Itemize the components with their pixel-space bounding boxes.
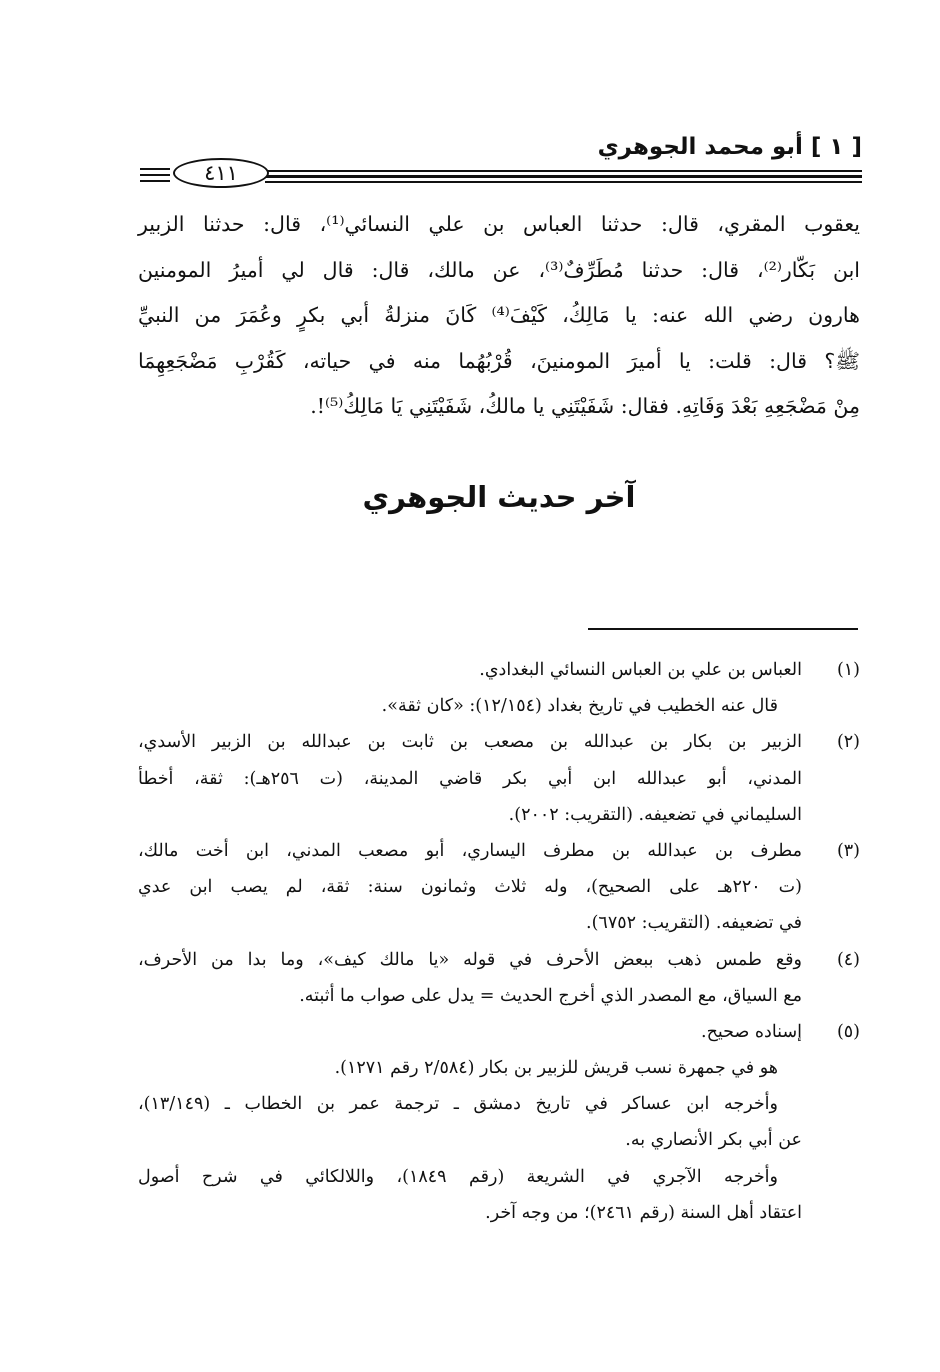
- footnote-line: العباس بن علي بن العباس النسائي البغدادي.: [479, 660, 802, 680]
- text-line: هارون رضي الله عنه: يا مَالِكُ، كَيْفَ⁽⁴⁾ كَانَ منزلةُ أبي بكرٍ وعُمَرَ من النبيِّ: [138, 303, 860, 327]
- footnote-line: إسناده صحيح.: [701, 1021, 802, 1042]
- ornament-dash: [140, 174, 170, 176]
- footnote-line: في تضعيفه. (التقريب: ٦٧٥٢).: [586, 913, 802, 934]
- section-end-title: آخر حديث الجوهري: [362, 480, 636, 514]
- running-header-title: [ ١ ] أبو محمد الجوهري: [597, 134, 862, 160]
- footnote-separator: [588, 628, 858, 630]
- footnote: [138, 942, 860, 1014]
- main-text: [138, 202, 860, 430]
- footnote-number: (٢): [836, 732, 860, 753]
- footnote-line: اعتقاد أهل السنة (رقم ٢٤٦١)؛ من وجه آخر.: [485, 1202, 802, 1223]
- header-rule: [265, 175, 862, 178]
- footnote: [138, 652, 860, 724]
- footnote-line: مع السياق، مع المصدر الذي أخرج الحديث = يدل على صواب ما أثبته.: [299, 985, 802, 1006]
- footnote-line: هو في جمهرة نسب قريش للزبير بن بكار (٢/٥٨٤ رقم ١٢٧١).: [334, 1058, 778, 1079]
- text-line: ﷺ؟ قال: قلت: يا أميرَ المومنينَ، قُرْبُهُما منه في حياته، كَقُرْبِ مَضْجَعِهِمَا: [138, 348, 860, 373]
- text-line: ابن بَكّار⁽²⁾، قال: حدثنا مُطَرِّفٌ⁽³⁾، عن مالك، قال: قال لي أميرُ المومنين: [138, 257, 861, 282]
- footnote-line: عن أبي بكر الأنصاري به.: [625, 1130, 802, 1151]
- text-line: يعقوب المقري، قال: حدثنا العباس بن علي النسائي⁽¹⁾، قال: حدثنا الزبير: [138, 212, 860, 236]
- footnote-line: قال عنه الخطيب في تاريخ بغداد (١٢/١٥٤): «كان ثقة».: [381, 696, 778, 717]
- footnotes: [138, 652, 860, 1231]
- footnote-number: (٥): [836, 1021, 860, 1042]
- footnote: [138, 833, 860, 942]
- footnote-line: الزبير بن بكار بن عبدالله بن مصعب بن ثابت بن عبدالله بن الزبير الأسدي،: [138, 732, 802, 753]
- footnote: [138, 1014, 860, 1231]
- footnote-line: السليماني في تضعيفه. (التقريب: ٢٠٠٢).: [508, 804, 802, 825]
- footnote-line: وأخرجه ابن عساكر في تاريخ دمشق ـ ترجمة عمر بن الخطاب ـ (١٣/١٤٩)،: [138, 1094, 778, 1115]
- page-number: ٤١١: [173, 158, 269, 188]
- footnote-line: (ت ٢٢٠هـ على الصحيح)، وله ثلاث وثمانون سنة: ثقة، لم يصب ابن عدي: [138, 877, 802, 898]
- footnote-line: وقع طمس ذهب ببعض الأحرف في قوله «يا مالك كيف»، وما بدا من الأحرف،: [138, 949, 802, 970]
- ornament-dash: [140, 180, 170, 182]
- footnote-line: وأخرجه الآجري في الشريعة (رقم ١٨٤٩)، واللالكائي في شرح أصول: [138, 1166, 778, 1187]
- footnote-line: مطرف بن عبدالله بن مطرف اليساري، أبو مصعب المدني، ابن أخت مالك،: [138, 840, 802, 861]
- footnote-number: (١): [836, 660, 860, 680]
- ornament-dash: [140, 168, 170, 170]
- header-rule: [265, 170, 862, 172]
- footnote-number: (٣): [836, 840, 860, 861]
- text-line: مِنْ مَضْجَعِهِ بَعْدَ وَفَاتِهِ. فقال: شَفَيْتَنِي يا مالكُ، شَفَيْتَنِي يَا مَالِكُ⁽⁵⁾!.: [310, 394, 860, 418]
- footnote: [138, 724, 860, 833]
- header-rule: [265, 181, 862, 183]
- footnote-number: (٤): [836, 949, 860, 970]
- footnote-line: المدني، أبو عبدالله ابن أبي بكر قاضي المدينة، (ت ٢٥٦هـ): ثقة، أخطأ: [138, 768, 802, 789]
